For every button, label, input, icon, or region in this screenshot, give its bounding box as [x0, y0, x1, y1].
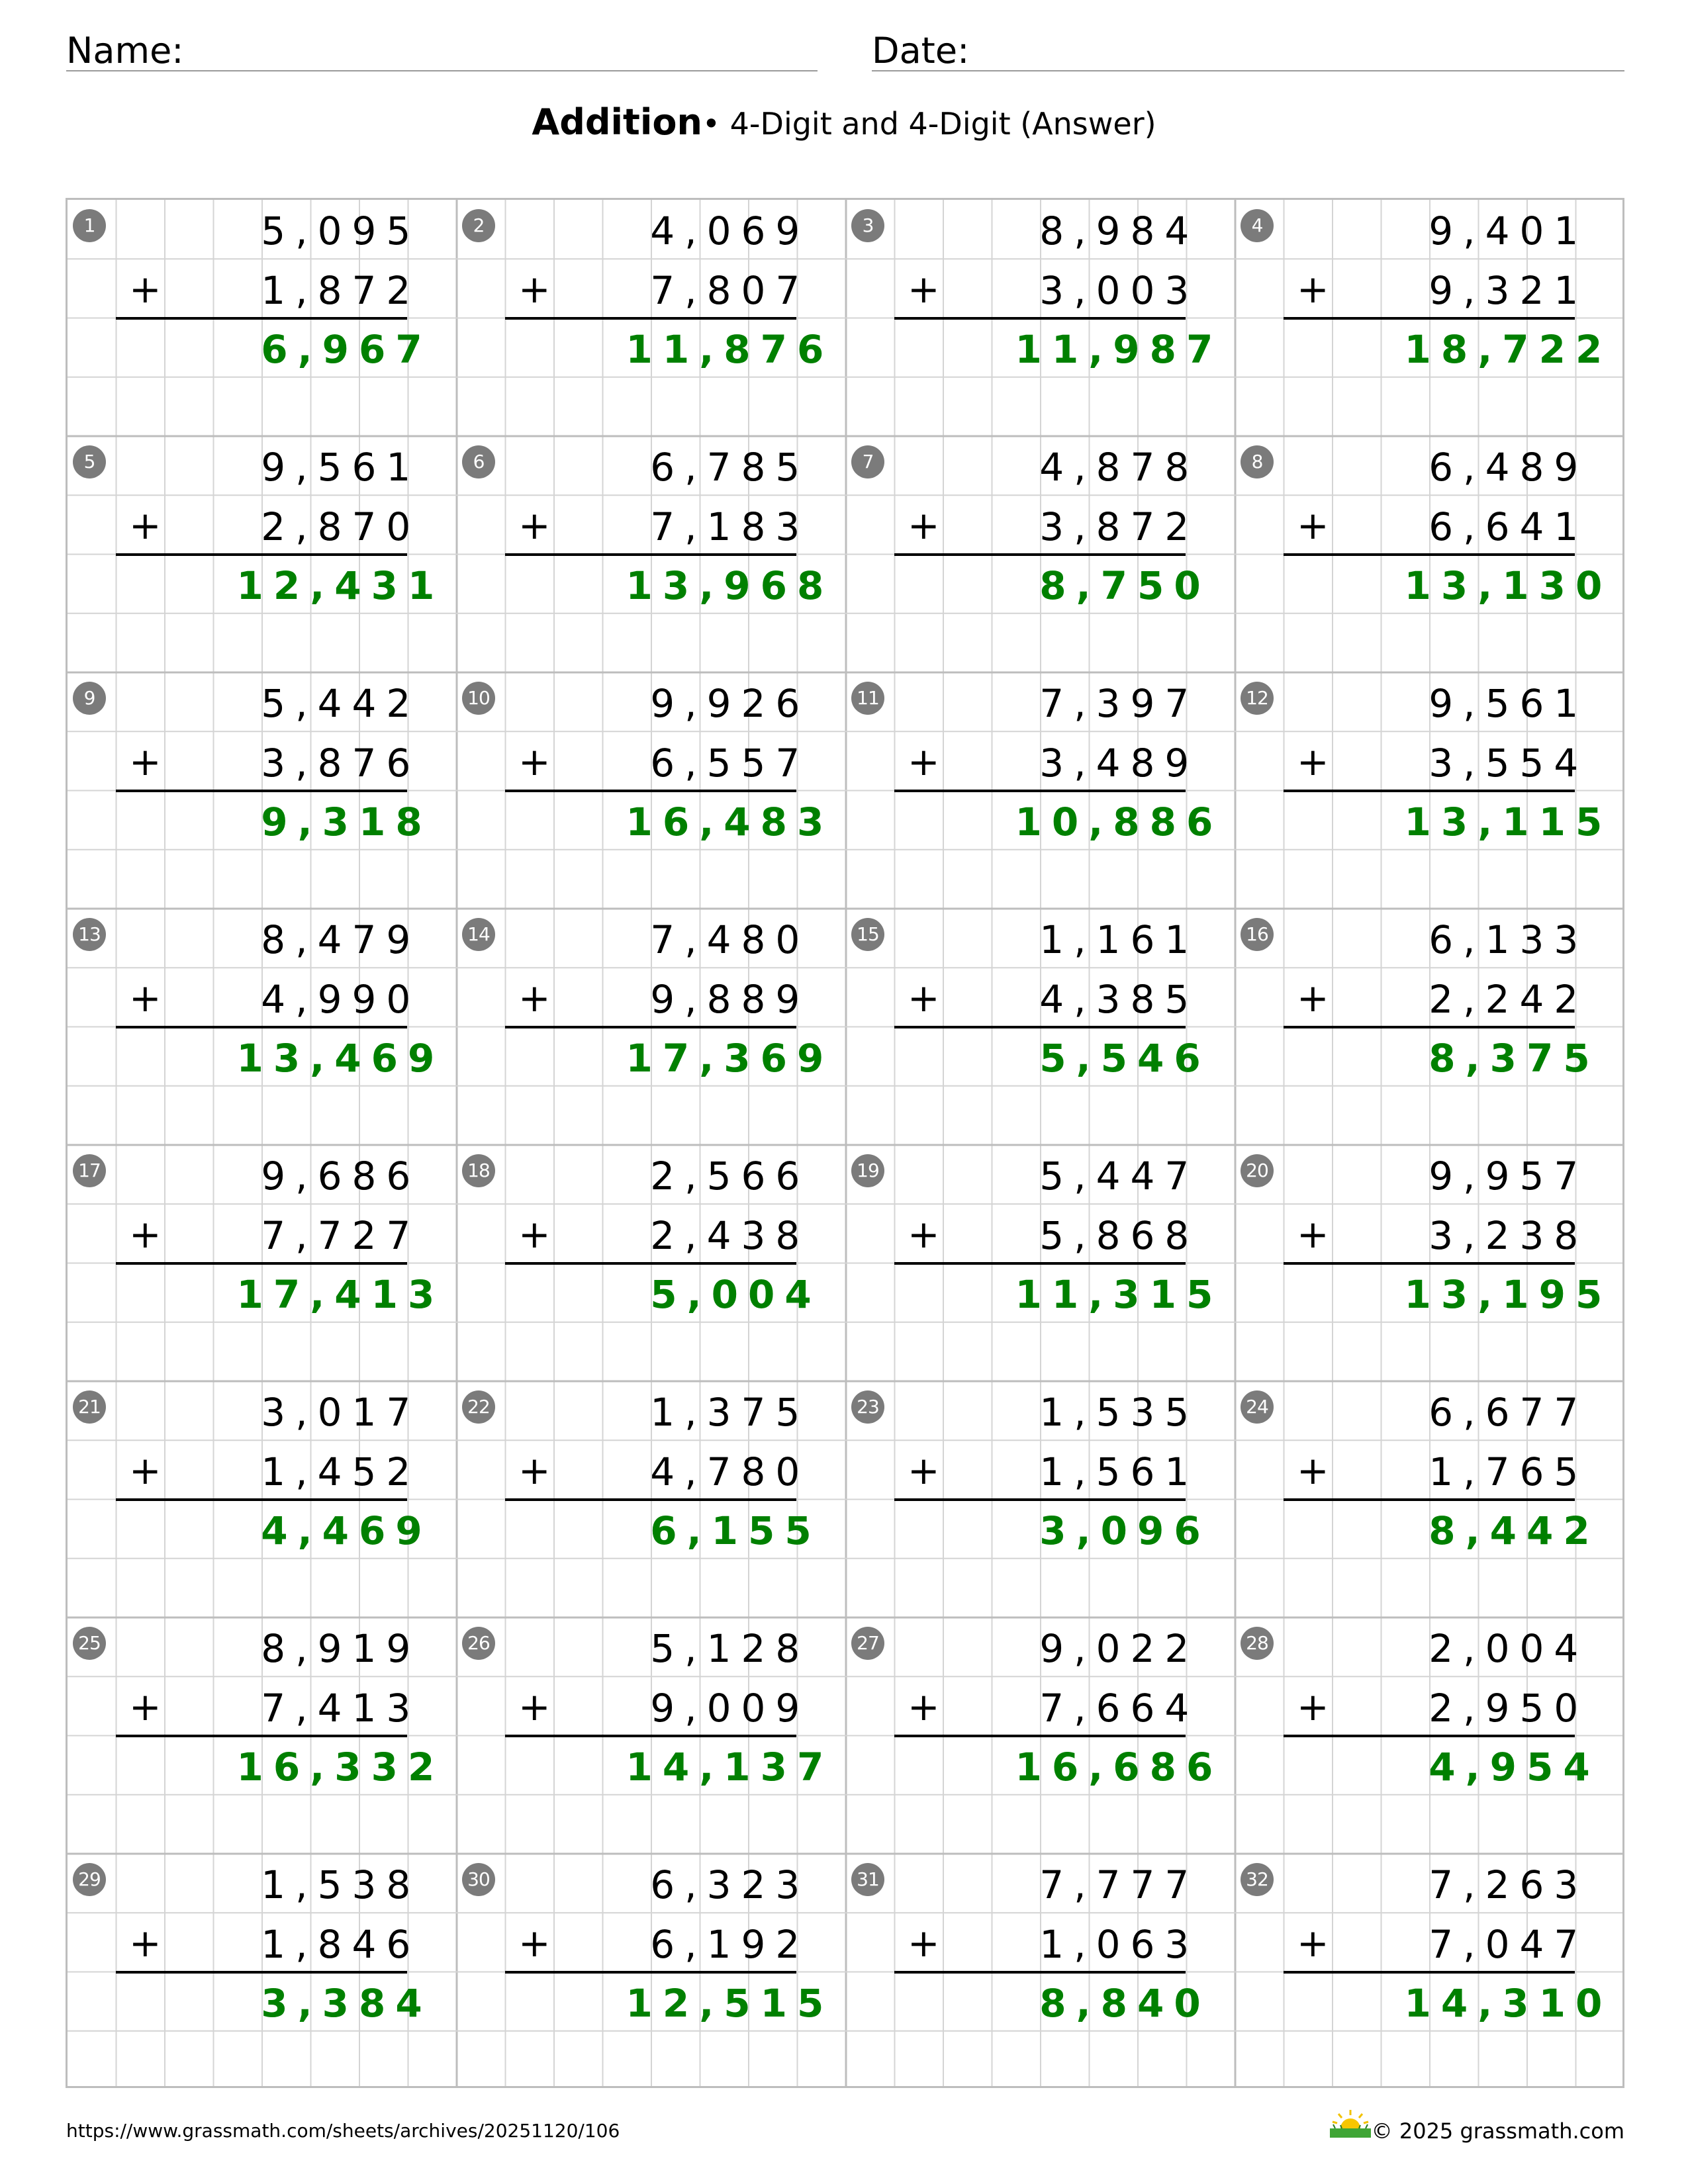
answer: 17,413 — [236, 1272, 445, 1317]
answer: 3,384 — [261, 1981, 432, 2026]
addend-top: 9,022 — [1039, 1626, 1199, 1671]
problem-number-badge: 18 — [462, 1154, 495, 1187]
addend-bottom: 9,889 — [650, 977, 810, 1022]
answer: 13,130 — [1404, 563, 1613, 608]
addend-bottom: 9,321 — [1429, 268, 1589, 313]
addend-top: 5,442 — [261, 681, 421, 726]
addend-bottom: 1,765 — [1429, 1449, 1589, 1494]
sunrise-grass-icon — [1327, 2109, 1374, 2139]
problem-number-badge: 7 — [851, 445, 884, 478]
addend-top: 5,447 — [1039, 1154, 1199, 1199]
plus-sign: + — [518, 1921, 551, 1966]
problem-number-badge: 13 — [73, 918, 106, 951]
plus-sign: + — [908, 1684, 940, 1729]
answer: 16,686 — [1015, 1745, 1223, 1790]
problem-10 — [457, 672, 846, 909]
addend-bottom: 1,846 — [261, 1922, 421, 1967]
problem-31 — [846, 1854, 1235, 2088]
plus-sign: + — [518, 739, 551, 784]
answer: 11,876 — [626, 327, 834, 372]
problem-number-badge: 27 — [851, 1627, 884, 1660]
answer: 13,469 — [236, 1036, 445, 1081]
sum-rule — [505, 1498, 796, 1501]
addend-top: 7,397 — [1039, 681, 1199, 726]
problem-number-badge: 5 — [73, 445, 106, 478]
addend-bottom: 1,561 — [1039, 1449, 1199, 1494]
sum-rule — [116, 1026, 407, 1028]
problem-number-badge: 25 — [73, 1627, 106, 1660]
problem-1 — [68, 200, 457, 436]
problem-2 — [457, 200, 846, 436]
problem-number-badge: 28 — [1241, 1627, 1274, 1660]
plus-sign: + — [129, 503, 162, 548]
problem-number-badge: 10 — [462, 682, 495, 715]
addend-bottom: 3,876 — [261, 741, 421, 786]
answer: 8,375 — [1429, 1036, 1600, 1081]
problem-4 — [1235, 200, 1624, 436]
problem-17 — [68, 1145, 457, 1381]
plus-sign: + — [908, 1448, 940, 1493]
sum-rule — [116, 790, 407, 792]
problem-20 — [1235, 1145, 1624, 1381]
plus-sign: + — [518, 503, 551, 548]
problem-3 — [846, 200, 1235, 436]
problem-number-badge: 21 — [73, 1390, 106, 1424]
addend-bottom: 1,063 — [1039, 1922, 1199, 1967]
addend-bottom: 3,554 — [1429, 741, 1589, 786]
addend-top: 5,095 — [261, 208, 421, 253]
plus-sign: + — [1297, 503, 1329, 548]
addend-bottom: 1,872 — [261, 268, 421, 313]
sum-rule — [505, 1262, 796, 1265]
sum-rule — [1284, 790, 1575, 792]
addend-bottom: 2,242 — [1429, 977, 1589, 1022]
problem-11 — [846, 672, 1235, 909]
problem-19 — [846, 1145, 1235, 1381]
addend-bottom: 9,009 — [650, 1686, 810, 1731]
footer-copyright: © 2025 grassmath.com — [1371, 2118, 1624, 2144]
addend-bottom: 7,664 — [1039, 1686, 1199, 1731]
sum-rule — [894, 1262, 1186, 1265]
problem-number-badge: 6 — [462, 445, 495, 478]
problem-6 — [457, 436, 846, 672]
plus-sign: + — [129, 1921, 162, 1966]
answer: 4,954 — [1429, 1745, 1600, 1790]
addend-bottom: 6,557 — [650, 741, 810, 786]
problem-number-badge: 12 — [1241, 682, 1274, 715]
addend-bottom: 6,192 — [650, 1922, 810, 1967]
problem-number-badge: 17 — [73, 1154, 106, 1187]
plus-sign: + — [1297, 1684, 1329, 1729]
addend-top: 9,926 — [650, 681, 810, 726]
answer: 6,155 — [650, 1508, 821, 1553]
problem-number-badge: 24 — [1241, 1390, 1274, 1424]
worksheet-title — [0, 101, 1688, 143]
answer: 4,469 — [261, 1508, 432, 1553]
sum-rule — [894, 790, 1186, 792]
footer-url: https://www.grassmath.com/sheets/archives/20251120/106 — [66, 2120, 620, 2142]
answer: 18,722 — [1404, 327, 1613, 372]
problem-number-badge: 1 — [73, 209, 106, 242]
answer: 11,315 — [1015, 1272, 1223, 1317]
answer: 12,431 — [236, 563, 445, 608]
problem-number-badge: 30 — [462, 1863, 495, 1896]
addend-bottom: 7,807 — [650, 268, 810, 313]
title-subtitle: • 4-Digit and 4-Digit (Answer) — [702, 106, 1156, 142]
sum-rule — [505, 1971, 796, 1974]
problem-29 — [68, 1854, 457, 2088]
addend-top: 1,161 — [1039, 917, 1199, 962]
sum-rule — [505, 790, 796, 792]
plus-sign: + — [1297, 739, 1329, 784]
addend-top: 2,566 — [650, 1154, 810, 1199]
answer: 3,096 — [1039, 1508, 1211, 1553]
problem-13 — [68, 909, 457, 1145]
sum-rule — [116, 317, 407, 320]
addend-bottom: 3,872 — [1039, 504, 1199, 549]
addend-top: 9,957 — [1429, 1154, 1589, 1199]
problem-number-badge: 3 — [851, 209, 884, 242]
problem-8 — [1235, 436, 1624, 672]
title-main: Addition — [532, 101, 702, 143]
problem-number-badge: 32 — [1241, 1863, 1274, 1896]
plus-sign: + — [1297, 976, 1329, 1021]
problem-number-badge: 29 — [73, 1863, 106, 1896]
sum-rule — [1284, 1262, 1575, 1265]
problem-number-badge: 19 — [851, 1154, 884, 1187]
addend-bottom: 6,641 — [1429, 504, 1589, 549]
date-label: Date: — [872, 30, 970, 71]
answer: 13,195 — [1404, 1272, 1613, 1317]
answer: 12,515 — [626, 1981, 834, 2026]
plus-sign: + — [129, 976, 162, 1021]
sum-rule — [116, 1735, 407, 1737]
problem-15 — [846, 909, 1235, 1145]
problem-number-badge: 9 — [73, 682, 106, 715]
addend-top: 1,538 — [261, 1862, 421, 1907]
sum-rule — [1284, 1026, 1575, 1028]
problem-28 — [1235, 1617, 1624, 1854]
plus-sign: + — [518, 1684, 551, 1729]
sum-rule — [894, 1971, 1186, 1974]
problem-18 — [457, 1145, 846, 1381]
answer: 9,318 — [261, 799, 432, 844]
addend-top: 1,535 — [1039, 1390, 1199, 1435]
problem-number-badge: 16 — [1241, 918, 1274, 951]
addend-bottom: 4,385 — [1039, 977, 1199, 1022]
problem-7 — [846, 436, 1235, 672]
addend-bottom: 7,183 — [650, 504, 810, 549]
plus-sign: + — [518, 1212, 551, 1257]
addend-bottom: 2,438 — [650, 1213, 810, 1258]
sum-rule — [116, 553, 407, 556]
answer: 14,137 — [626, 1745, 834, 1790]
plus-sign: + — [129, 739, 162, 784]
sum-rule — [505, 317, 796, 320]
plus-sign: + — [1297, 267, 1329, 312]
addend-bottom: 7,047 — [1429, 1922, 1589, 1967]
name-label: Name: — [66, 30, 184, 71]
addend-bottom: 7,727 — [261, 1213, 421, 1258]
name-field[interactable] — [66, 25, 818, 71]
answer: 16,483 — [626, 799, 834, 844]
plus-sign: + — [129, 1448, 162, 1493]
sum-rule — [1284, 317, 1575, 320]
problem-21 — [68, 1381, 457, 1617]
problem-24 — [1235, 1381, 1624, 1617]
answer: 13,115 — [1404, 799, 1613, 844]
addend-top: 9,686 — [261, 1154, 421, 1199]
addend-top: 1,375 — [650, 1390, 810, 1435]
plus-sign: + — [129, 1212, 162, 1257]
addend-bottom: 7,413 — [261, 1686, 421, 1731]
plus-sign: + — [908, 739, 940, 784]
problem-25 — [68, 1617, 457, 1854]
addend-top: 8,479 — [261, 917, 421, 962]
sum-rule — [894, 1498, 1186, 1501]
problem-number-badge: 26 — [462, 1627, 495, 1660]
addend-bottom: 1,452 — [261, 1449, 421, 1494]
sum-rule — [1284, 1498, 1575, 1501]
addend-bottom: 5,868 — [1039, 1213, 1199, 1258]
answer: 14,310 — [1404, 1981, 1613, 2026]
problem-number-badge: 15 — [851, 918, 884, 951]
addend-top: 9,401 — [1429, 208, 1589, 253]
problem-27 — [846, 1617, 1235, 1854]
sum-rule — [894, 1026, 1186, 1028]
addend-top: 9,561 — [261, 445, 421, 490]
addend-top: 7,263 — [1429, 1862, 1589, 1907]
addend-top: 8,984 — [1039, 208, 1199, 253]
problem-26 — [457, 1617, 846, 1854]
addend-top: 6,323 — [650, 1862, 810, 1907]
problem-number-badge: 11 — [851, 682, 884, 715]
addend-top: 6,677 — [1429, 1390, 1589, 1435]
plus-sign: + — [908, 1212, 940, 1257]
problem-number-badge: 23 — [851, 1390, 884, 1424]
sum-rule — [116, 1498, 407, 1501]
addend-top: 6,489 — [1429, 445, 1589, 490]
sum-rule — [1284, 1735, 1575, 1737]
problem-number-badge: 14 — [462, 918, 495, 951]
answer: 10,886 — [1015, 799, 1223, 844]
plus-sign: + — [908, 1921, 940, 1966]
answer: 13,968 — [626, 563, 834, 608]
addend-bottom: 3,238 — [1429, 1213, 1589, 1258]
problem-number-badge: 4 — [1241, 209, 1274, 242]
addend-top: 6,785 — [650, 445, 810, 490]
plus-sign: + — [908, 976, 940, 1021]
addend-top: 3,017 — [261, 1390, 421, 1435]
addend-top: 6,133 — [1429, 917, 1589, 962]
problem-grid — [66, 198, 1624, 2088]
problem-number-badge: 31 — [851, 1863, 884, 1896]
date-field[interactable] — [872, 25, 1624, 71]
sum-rule — [505, 553, 796, 556]
plus-sign: + — [1297, 1212, 1329, 1257]
sum-rule — [1284, 553, 1575, 556]
answer: 5,004 — [650, 1272, 821, 1317]
answer: 8,750 — [1039, 563, 1211, 608]
plus-sign: + — [1297, 1921, 1329, 1966]
plus-sign: + — [908, 267, 940, 312]
answer: 16,332 — [236, 1745, 445, 1790]
problem-32 — [1235, 1854, 1624, 2088]
problem-number-badge: 20 — [1241, 1154, 1274, 1187]
plus-sign: + — [518, 1448, 551, 1493]
problem-30 — [457, 1854, 846, 2088]
plus-sign: + — [908, 503, 940, 548]
addend-bottom: 2,870 — [261, 504, 421, 549]
answer: 8,442 — [1429, 1508, 1600, 1553]
addend-top: 7,480 — [650, 917, 810, 962]
addend-top: 4,069 — [650, 208, 810, 253]
answer: 6,967 — [261, 327, 432, 372]
answer: 11,987 — [1015, 327, 1223, 372]
addend-top: 9,561 — [1429, 681, 1589, 726]
problem-number-badge: 8 — [1241, 445, 1274, 478]
sum-rule — [116, 1971, 407, 1974]
problem-number-badge: 2 — [462, 209, 495, 242]
addend-bottom: 3,489 — [1039, 741, 1199, 786]
addend-top: 7,777 — [1039, 1862, 1199, 1907]
addend-top: 4,878 — [1039, 445, 1199, 490]
problem-23 — [846, 1381, 1235, 1617]
plus-sign: + — [129, 1684, 162, 1729]
problem-14 — [457, 909, 846, 1145]
sum-rule — [894, 1735, 1186, 1737]
plus-sign: + — [518, 976, 551, 1021]
plus-sign: + — [518, 267, 551, 312]
answer: 8,840 — [1039, 1981, 1211, 2026]
plus-sign: + — [1297, 1448, 1329, 1493]
answer: 17,369 — [626, 1036, 834, 1081]
sum-rule — [505, 1026, 796, 1028]
sum-rule — [116, 1262, 407, 1265]
sum-rule — [1284, 1971, 1575, 1974]
problem-22 — [457, 1381, 846, 1617]
problem-5 — [68, 436, 457, 672]
problem-number-badge: 22 — [462, 1390, 495, 1424]
addend-top: 2,004 — [1429, 1626, 1589, 1671]
sum-rule — [894, 553, 1186, 556]
sum-rule — [894, 317, 1186, 320]
addend-top: 8,919 — [261, 1626, 421, 1671]
addend-bottom: 4,780 — [650, 1449, 810, 1494]
addend-top: 5,128 — [650, 1626, 810, 1671]
plus-sign: + — [129, 267, 162, 312]
sum-rule — [505, 1735, 796, 1737]
answer: 5,546 — [1039, 1036, 1211, 1081]
problem-12 — [1235, 672, 1624, 909]
addend-bottom: 2,950 — [1429, 1686, 1589, 1731]
problem-16 — [1235, 909, 1624, 1145]
problem-9 — [68, 672, 457, 909]
addend-bottom: 3,003 — [1039, 268, 1199, 313]
addend-bottom: 4,990 — [261, 977, 421, 1022]
